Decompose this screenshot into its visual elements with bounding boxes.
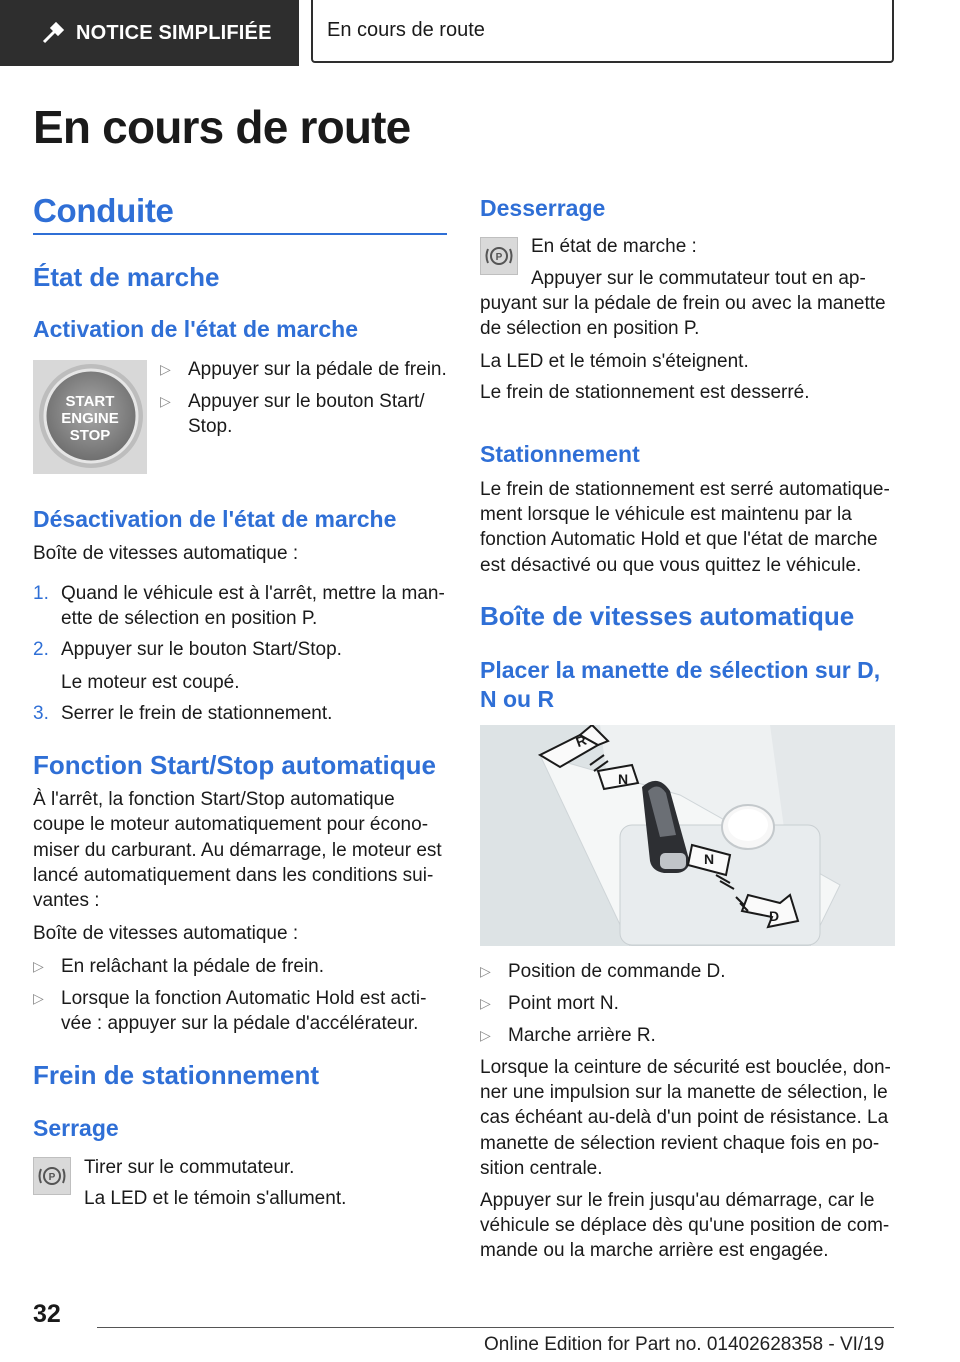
svg-text:P: P: [48, 1172, 56, 1183]
para-line: Lorsque la ceinture de sécurité est bouclée, don-: [480, 1057, 891, 1078]
stationnement-heading: Stationnement: [480, 441, 640, 467]
boite-label: Boîte de vitesses automatique :: [33, 923, 299, 944]
para-line: manette de sélection revient chaque fois en po-: [480, 1133, 880, 1154]
page-number: 32: [33, 1300, 61, 1328]
desserrage-heading: Desserrage: [480, 195, 606, 221]
parking-brake-icon: [34, 1158, 70, 1194]
triangle-bullet-icon: ▷: [33, 958, 44, 974]
desserrage-line: Appuyer sur le commutateur tout en ap-: [531, 268, 866, 289]
gear-label-d: D: [769, 908, 780, 924]
svg-text:P: P: [495, 252, 503, 263]
para-line: À l'arrêt, la fonction Start/Stop automatique: [33, 789, 395, 810]
para-line: ner une impulsion sur la manette de sélection, le: [480, 1082, 888, 1103]
etat-heading: État de marche: [33, 262, 220, 292]
para-line: vantes :: [33, 890, 100, 911]
serrage-heading: Serrage: [33, 1115, 119, 1141]
para-line: ment lorsque le véhicule est maintenu par la: [480, 504, 852, 525]
gear-label-r: R: [573, 731, 589, 751]
step-line: ette de sélection en position P.: [61, 608, 318, 629]
para-line: Le frein de stationnement est serré automatique-: [480, 479, 890, 500]
frein-heading: Frein de stationnement: [33, 1060, 320, 1090]
para-line: coupe le moteur automatiquement pour écono-: [33, 814, 429, 835]
triangle-bullet-icon: ▷: [160, 393, 171, 409]
para-line: Appuyer sur le frein jusqu'au démarrage, car le: [480, 1190, 875, 1211]
serrage-line: Tirer sur le commutateur.: [84, 1157, 295, 1178]
para-line: fonction Automatic Hold et que l'état de marche: [480, 529, 878, 550]
tab-label: En cours de route: [327, 19, 485, 41]
section-rule: [33, 233, 447, 235]
desserrage-line: de sélection en position P.: [480, 318, 700, 339]
triangle-bullet-icon: ▷: [33, 990, 44, 1006]
desactivation-heading: Désactivation de l'état de marche: [33, 506, 397, 532]
desserrage-line: En état de marche :: [531, 236, 697, 257]
para-line: cas échéant au-delà d'un point de résistance. La: [480, 1107, 889, 1128]
triangle-bullet-icon: ▷: [480, 963, 491, 979]
header-tab-section[interactable]: [311, 0, 894, 63]
start-button-image: [33, 360, 147, 474]
para-line: miser du carburant. Au démarrage, le moteur est: [33, 840, 442, 861]
section-heading: Conduite: [33, 192, 174, 229]
parking-brake-switch-icon: [480, 237, 518, 275]
gear-label-n2: N: [704, 851, 715, 867]
stop-label: STOP: [69, 427, 111, 444]
parking-brake-icon: [481, 238, 517, 274]
para-line: véhicule se déplace dès qu'une position de com-: [480, 1215, 890, 1236]
triangle-bullet-icon: ▷: [480, 995, 491, 1011]
para-line: sition centrale.: [480, 1158, 603, 1179]
frein-desserre-text: Le frein de stationnement est desserré.: [480, 382, 810, 403]
boite-heading: Boîte de vitesses automatique: [480, 601, 855, 631]
edition-text: Online Edition for Part no. 01402628358 - VI/19: [484, 1334, 885, 1355]
desserrage-line: puyant sur la pédale de frein ou avec la manette: [480, 293, 886, 314]
gear-selector-illustration: [480, 725, 895, 946]
engine-label: ENGINE: [61, 410, 119, 427]
tab-label: NOTICE SIMPLIFIÉE: [76, 21, 272, 44]
gear-label-n: N: [618, 771, 629, 787]
start-label: START: [65, 393, 115, 410]
list-item-cont: Stop.: [188, 416, 233, 437]
boite-label: Boîte de vitesses automatique :: [33, 543, 299, 564]
para-line: est désactivé ou que vous quittez le véhicule.: [480, 555, 862, 576]
parking-brake-switch-icon: [33, 1157, 71, 1195]
serrage-line: La LED et le témoin s'allument.: [84, 1188, 347, 1209]
activation-heading: Activation de l'état de marche: [33, 316, 359, 342]
header-tab-notice[interactable]: [0, 0, 299, 66]
placer-heading: Placer la manette de sélection sur D, N ou R: [480, 657, 881, 712]
triangle-bullet-icon: ▷: [160, 361, 171, 377]
startstop-heading: Fonction Start/Stop automatique: [33, 750, 436, 780]
led-off-text: La LED et le témoin s'éteignent.: [480, 351, 749, 372]
wrench-icon: [40, 20, 66, 46]
page-title: En cours de route: [33, 101, 411, 153]
list-line: vée : appuyer sur la pédale d'accélérateur.: [61, 1013, 419, 1034]
gear-selector-image: [480, 725, 895, 946]
para-line: mande ou la marche arrière est engagée.: [480, 1240, 829, 1261]
footer-rule: [97, 1327, 894, 1328]
para-line: lancé automatiquement dans les conditions sui-: [33, 865, 434, 886]
triangle-bullet-icon: ▷: [480, 1027, 491, 1043]
step-line: Le moteur est coupé.: [61, 672, 240, 693]
